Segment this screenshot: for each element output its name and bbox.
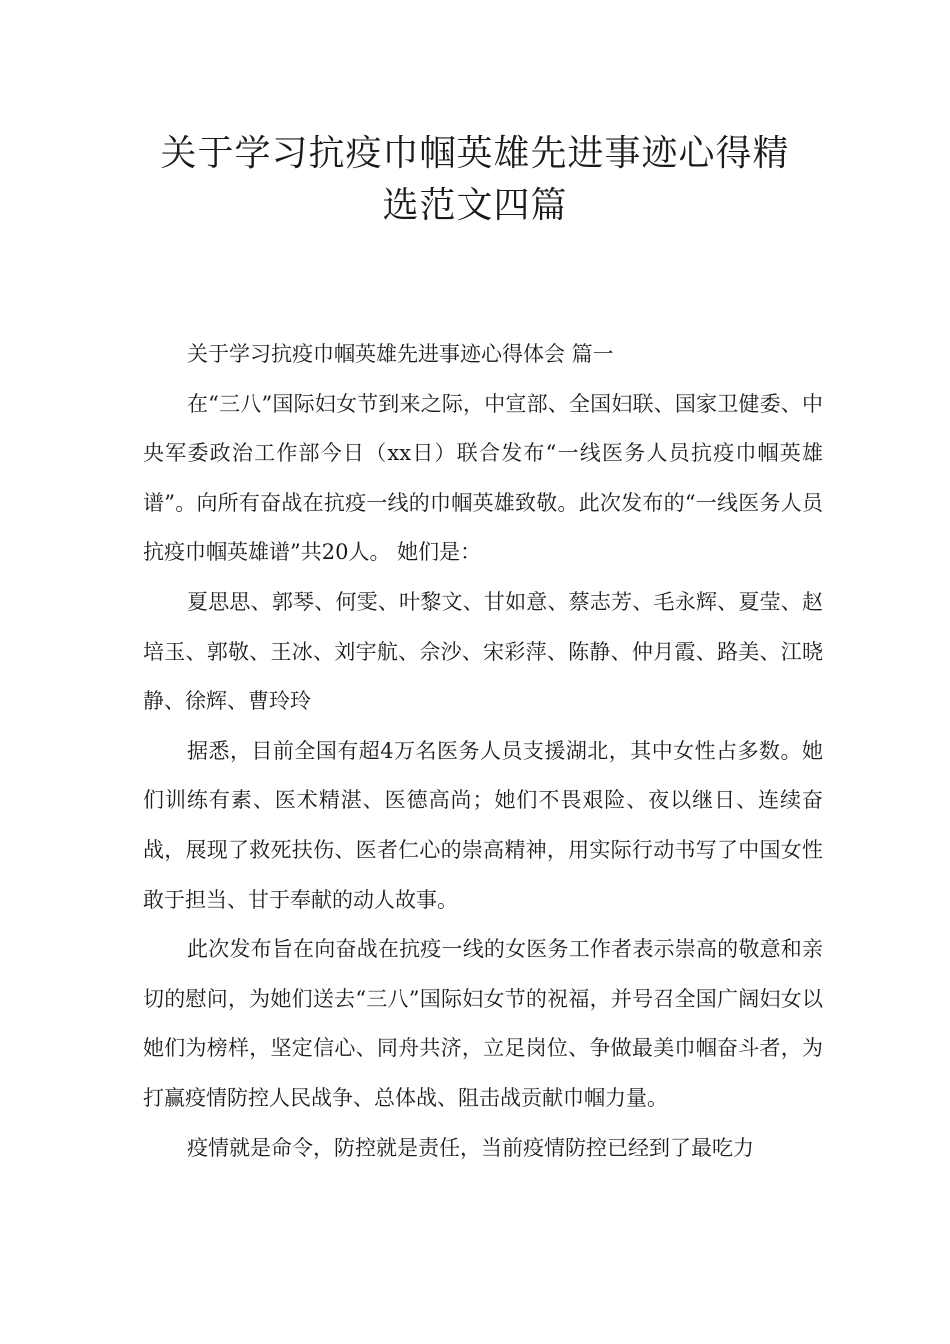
section-heading: 关于学习抗疫巾帼英雄先进事迹心得体会 篇一 [187, 342, 614, 366]
paragraph: 据悉，目前全国有超4万名医务人员支援湖北，其中女性占多数。她们训练有素、医术精湛、医德高尚；她们不畏艰险、夜以继日、连续奋战，展现了救死扶伤、医者仁心的崇高精神，用实际行动书写了中国女性敢于担当、甘于奉献的动人故事。 [143, 738, 823, 912]
paragraph: 夏思思、郭琴、何雯、叶黎文、甘如意、蔡志芳、毛永辉、夏莹、赵培玉、郭敬、王冰、刘宇航、佘沙、宋彩萍、陈静、仲月霞、路美、江晓静、徐辉、曹玲玲 [143, 589, 823, 714]
title-line-2: 选范文四篇 [382, 185, 568, 226]
paragraph: 此次发布旨在向奋战在抗疫一线的女医务工作者表示崇高的敬意和亲切的慰问，为她们送去“三八”国际妇女节的祝福，并号召全国广阔妇女以她们为榜样，坚定信心、同舟共济，立足岗位、争做最美巾帼奋斗者，为打赢疫情防控人民战争、总体战、阻击战贡献巾帼力量。 [143, 937, 823, 1110]
paragraph: 在“三八”国际妇女节到来之际，中宣部、全国妇联、国家卫健委、中央军委政治工作部今日（xx日）联合发布“一线医务人员抗疫巾帼英雄谱”。向所有奋战在抗疫一线的巾帼英雄致敬。此次发布的“一线医务人员抗疫巾帼英雄谱”共20人。 她们是： [143, 391, 823, 565]
title-line-1: 关于学习抗疫巾帼英雄先进事迹心得精 [160, 133, 790, 174]
paragraph: 疫情就是命令，防控就是责任，当前疫情防控已经到了最吃力 [187, 1135, 754, 1160]
document-title [120, 128, 830, 232]
document-body [143, 330, 823, 1173]
